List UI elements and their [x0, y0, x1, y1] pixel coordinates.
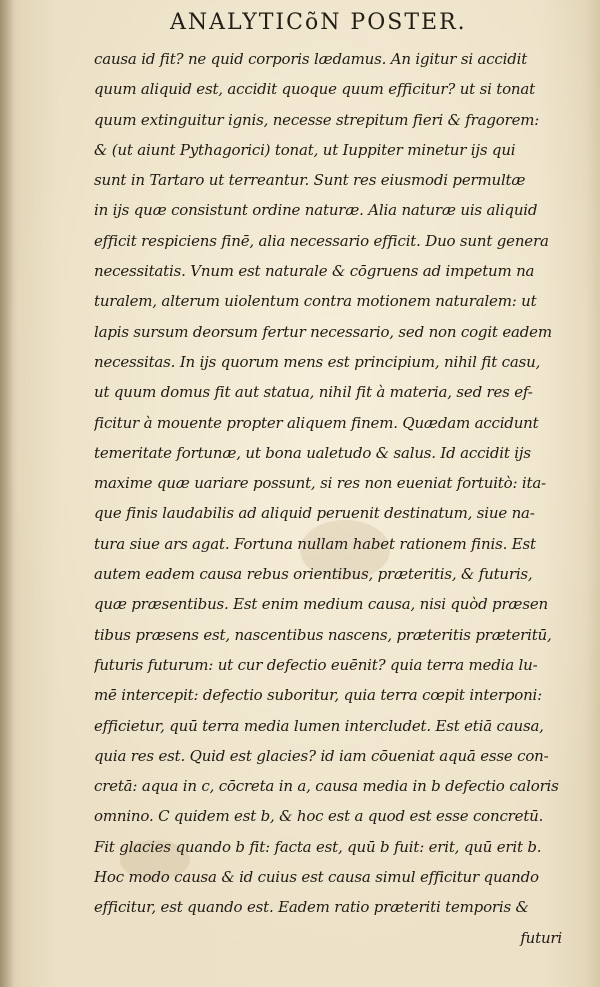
- text-line: quum aliquid est, accidit quoque quum efficitur? ut si tonat: [94, 80, 535, 99]
- text-line: autem eadem causa rebus orientibus, præteritis, & futuris,: [94, 565, 533, 584]
- text-line: mē intercepit: defectio suboritur, quia terra cœpit interponi:: [94, 686, 543, 705]
- text-line: Hoc modo causa & id cuius est causa simul efficitur quando: [94, 868, 539, 887]
- text-line: futuris futurum: ut cur defectio euēnit? quia terra media lu-: [94, 655, 538, 674]
- body-text: [94, 44, 574, 953]
- text-line: efficit respiciens finē, alia necessario efficit. Duo sunt genera: [94, 231, 549, 250]
- text-line: sunt in Tartaro ut terreantur. Sunt res eiusmodi permultæ: [94, 171, 526, 190]
- text-line: turalem, alterum uiolentum contra motionem naturalem: ut: [94, 292, 537, 311]
- text-line: quæ præsentibus. Est enim medium causa, nisi quòd præsen: [94, 595, 548, 614]
- text-line: quia res est. Quid est glacies? id iam cōueniat aquā esse con-: [94, 746, 549, 765]
- text-line: lapis sursum deorsum fertur necessario, sed non cogit eadem: [94, 322, 552, 341]
- running-title: ANALYTICõN POSTER.: [170, 10, 467, 35]
- gutter-shadow: [0, 0, 14, 987]
- text-line: cretā: aqua in c, cōcreta in a, causa media in b defectio caloris: [94, 777, 559, 796]
- text-line: ut quum domus fit aut statua, nihil fit à materia, sed res ef-: [94, 383, 533, 402]
- text-line: quum extinguitur ignis, necesse strepitum fieri & fragorem:: [94, 110, 540, 129]
- text-line: que finis laudabilis ad aliquid peruenit destinatum, siue na-: [94, 504, 535, 523]
- text-line: in ijs quæ consistunt ordine naturæ. Alia naturæ uis aliquid: [94, 201, 538, 220]
- text-line: temeritate fortunæ, ut bona ualetudo & salus. Id accidit ijs: [94, 443, 531, 462]
- text-line: necessitas. In ijs quorum mens est principium, nihil fit casu,: [94, 352, 541, 371]
- catchword: futuri: [520, 928, 562, 947]
- text-line: Fit glacies quando b fit: facta est, quū b fuit: erit, quū erit b.: [94, 837, 542, 856]
- text-line: causa id fit? ne quid corporis lædamus. An igitur si accidit: [94, 50, 528, 68]
- text-line: tibus præsens est, nascentibus nascens, præteritis præteritū,: [94, 625, 552, 644]
- text-line: efficietur, quū terra media lumen intercludet. Est etiā causa,: [94, 716, 544, 735]
- text-line: efficitur, est quando est. Eadem ratio præteriti temporis &: [94, 898, 529, 917]
- text-line: ficitur à mouente propter aliquem finem. Quædam accidunt: [94, 413, 539, 432]
- text-line: omnino. C quidem est b, & hoc est a quod est esse concretū.: [94, 807, 544, 826]
- text-line: tura siue ars agat. Fortuna nullam habet rationem finis. Est: [94, 534, 536, 553]
- text-line: & (ut aiunt Pythagorici) tonat, ut Iuppiter minetur ijs qui: [94, 140, 516, 159]
- text-line: maxime quæ uariare possunt, si res non eueniat fortuitò: ita-: [94, 474, 546, 493]
- text-line: necessitatis. Vnum est naturale & cōgruens ad impetum na: [94, 262, 535, 281]
